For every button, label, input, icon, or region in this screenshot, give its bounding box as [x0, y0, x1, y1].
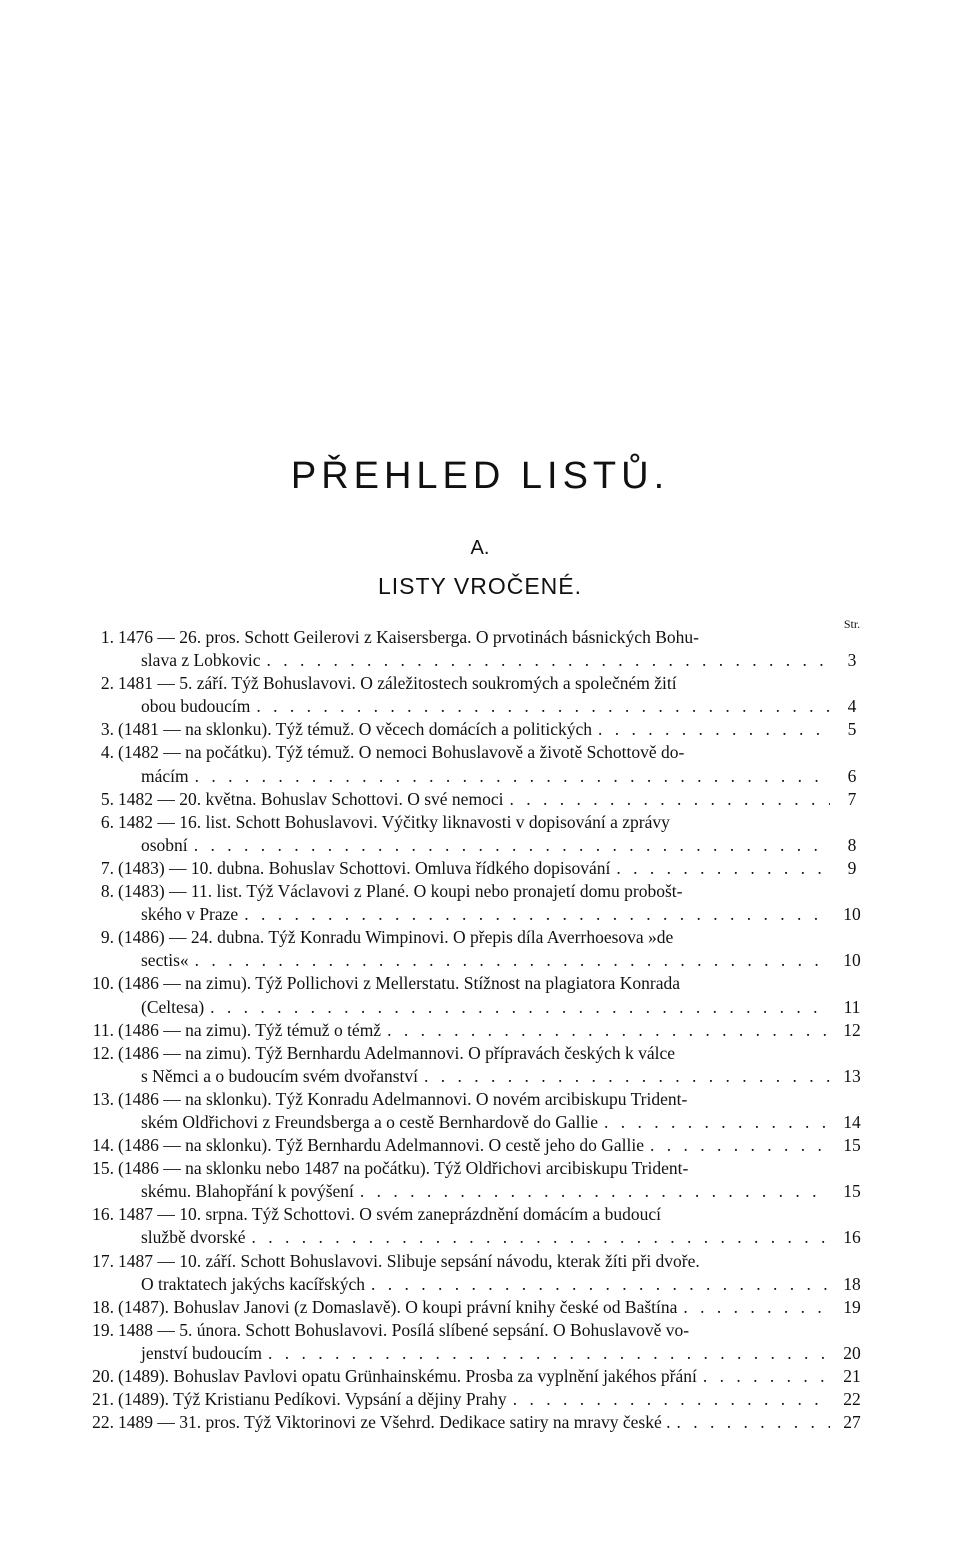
- page-number: 6: [847, 765, 857, 786]
- entry-text: (1486 — na sklonku). Týž Konradu Adelmannovi. O novém arcibiskupu Trident-: [118, 1088, 688, 1109]
- entry-text: 1482 — 20. května. Bohuslav Schottovi. O své nemoci: [118, 788, 504, 809]
- table-of-contents: [92, 626, 868, 1434]
- entry-text: (1486 — na zimu). Týž Pollichovi z Mellerstatu. Stížnost na plagiatora Konrada: [118, 973, 680, 994]
- toc-entry: [92, 1042, 868, 1088]
- entry-text: slava z Lobkovic: [141, 650, 261, 671]
- entry-text: osobní: [141, 834, 188, 855]
- page-number: 20: [843, 1342, 861, 1363]
- entry-text: O traktatech jakýchs kacířských: [141, 1273, 366, 1294]
- entry-text: (1481 — na sklonku). Týž témuž. O věcech domácích a politických: [118, 719, 592, 740]
- dot-leader: [210, 996, 830, 1019]
- entry-number: 21.: [92, 1389, 114, 1410]
- entry-number: 14.: [92, 1135, 114, 1156]
- entry-text: obou budoucím: [141, 696, 251, 717]
- entry-text: (1486 — na zimu). Týž Bernhardu Adelmannovi. O přípravách českých k válce: [118, 1042, 676, 1063]
- dot-leader: [195, 765, 830, 788]
- page-number: 27: [843, 1412, 861, 1433]
- dot-leader: [677, 1411, 831, 1434]
- entry-text: jenství budoucím: [141, 1342, 263, 1363]
- entry-number: 3.: [100, 719, 114, 740]
- dot-leader: [360, 1180, 830, 1203]
- toc-entry: [92, 1296, 868, 1319]
- toc-entry: [100, 880, 868, 926]
- page-number: 18: [843, 1273, 861, 1294]
- entry-text: sectis«: [141, 950, 189, 971]
- toc-entry: [100, 718, 868, 741]
- dot-leader: [371, 1273, 830, 1296]
- page-number: 9: [847, 857, 857, 878]
- page-number: 21: [843, 1366, 861, 1386]
- entry-number: 10.: [92, 973, 114, 994]
- entry-text: (1486) — 24. dubna. Týž Konradu Wimpinovi. O přepis díla Averrhoesova »de: [118, 927, 674, 948]
- entry-number: 22.: [92, 1412, 114, 1433]
- page-number: 15: [843, 1135, 861, 1156]
- entry-text: (1489). Týž Kristianu Pedíkovi. Vypsání a dějiny Prahy: [118, 1389, 507, 1410]
- dot-leader: [194, 834, 830, 857]
- toc-entry: [92, 1388, 868, 1411]
- entry-text: 1476 — 26. pros. Schott Geilerovi z Kaisersberga. O prvotinách básnických Bohu-: [118, 627, 699, 647]
- entry-text: (1483) — 10. dubna. Bohuslav Schottovi. Omluva řídkého dopisování: [118, 857, 611, 878]
- toc-entry: [92, 1134, 868, 1157]
- entry-text: (1483) — 11. list. Týž Václavovi z Plané. O koupi nebo pronajetí domu probošt-: [118, 881, 683, 902]
- entry-text: (1487). Bohuslav Janovi (z Domaslavě). O koupi právní knihy české od Baštína: [118, 1296, 678, 1317]
- entry-number: 15.: [92, 1158, 114, 1179]
- entry-number: 2.: [100, 673, 114, 694]
- page-number: 8: [847, 834, 857, 855]
- entry-text: 1488 — 5. února. Schott Bohuslavovi. Posílá slíbené sepsání. O Bohuslavově vo-: [118, 1319, 690, 1340]
- section-letter: A.: [470, 537, 490, 559]
- entry-number: 16.: [92, 1204, 114, 1225]
- page-number: 14: [843, 1111, 861, 1132]
- entry-number: 13.: [92, 1088, 114, 1109]
- dot-leader: [703, 1365, 830, 1388]
- toc-entry: [92, 1019, 868, 1042]
- page-number: 4: [847, 696, 857, 717]
- entry-text: 1481 — 5. září. Týž Bohuslavovi. O záležitostech soukromých a společném žití: [118, 673, 677, 694]
- page-column-label: Str.: [843, 617, 861, 631]
- entry-text: (1486 — na sklonku nebo 1487 na počátku). Týž Oldřichovi arcibiskupu Trident-: [118, 1158, 689, 1179]
- toc-entry: [100, 811, 868, 857]
- entry-number: 12.: [92, 1042, 114, 1063]
- dot-leader: [616, 857, 830, 880]
- dot-leader: [256, 695, 830, 718]
- entry-number: 9.: [100, 927, 114, 948]
- entry-text: (1486 — na sklonku). Týž Bernhardu Adelmannovi. O cestě jeho do Gallie: [118, 1135, 645, 1156]
- entry-text: 1489 — 31. pros. Týž Viktorinovi ze Všehrd. Dedikace satiry na mravy české .: [118, 1412, 671, 1433]
- toc-entry: [92, 972, 868, 1018]
- page-number: 13: [843, 1065, 861, 1086]
- entry-number: 8.: [100, 881, 114, 902]
- dot-leader: [513, 1388, 830, 1411]
- entry-number: 7.: [100, 857, 114, 878]
- page-number: 3: [847, 650, 857, 671]
- entry-text: 1487 — 10. září. Schott Bohuslavovi. Slibuje sepsání návodu, kterak žíti při dvoře.: [118, 1250, 700, 1271]
- entry-number: 11.: [92, 1019, 114, 1040]
- entry-text: (1489). Bohuslav Pavlovi opatu Grünhainskému. Prosba za vyplnění jakéhos přání: [118, 1366, 697, 1386]
- toc-entry: [92, 1319, 868, 1365]
- dot-leader: [683, 1296, 830, 1319]
- dot-leader: [252, 1226, 831, 1249]
- toc-entry: [92, 1250, 868, 1296]
- toc-entry: [92, 1365, 868, 1388]
- toc-entry: [100, 857, 868, 880]
- dot-leader: [195, 949, 830, 972]
- entry-number: 17.: [92, 1250, 114, 1271]
- dot-leader: [650, 1134, 830, 1157]
- page-number: 10: [843, 950, 861, 971]
- entry-text: mácím: [141, 765, 189, 786]
- page-number: 12: [843, 1019, 861, 1040]
- entry-text: ského v Praze: [141, 904, 239, 925]
- page-number: 7: [847, 788, 857, 809]
- toc-entry: [92, 1088, 868, 1134]
- section-title: LISTY VROČENÉ.: [377, 573, 583, 599]
- page-heading: PŘEHLED LISTŮ.: [290, 455, 670, 497]
- page-number: 11: [843, 996, 861, 1017]
- dot-leader: [244, 903, 830, 926]
- dot-leader: [267, 649, 830, 672]
- entry-text: 1482 — 16. list. Schott Bohuslavovi. Výčitky liknavosti v dopisování a zprávy: [118, 811, 670, 832]
- page-number: 5: [847, 719, 857, 740]
- toc-entry: [100, 926, 868, 972]
- entry-text: skému. Blahopřání k povýšení: [141, 1181, 354, 1202]
- entry-number: 1.: [100, 627, 114, 647]
- dot-leader: [387, 1019, 830, 1042]
- page-number: 16: [843, 1227, 861, 1248]
- entry-text: službě dvorské: [141, 1227, 246, 1248]
- toc-entry: [100, 672, 868, 718]
- dot-leader: [424, 1065, 830, 1088]
- entry-text: (1482 — na počátku). Týž témuž. O nemoci Bohuslavově a životě Schottově do-: [118, 742, 685, 763]
- toc-entry: [92, 1157, 868, 1203]
- entry-text: 1487 — 10. srpna. Týž Schottovi. O svém zaneprázdnění domácím a budoucí: [118, 1204, 662, 1225]
- toc-entry: [100, 626, 868, 672]
- entry-number: 18.: [92, 1296, 114, 1317]
- toc-entry: [100, 788, 868, 811]
- entry-text: s Němci a o budoucím svém dvořanství: [141, 1065, 419, 1086]
- page-number: 19: [843, 1296, 861, 1317]
- dot-leader: [268, 1342, 830, 1365]
- entry-text: (Celtesa): [141, 996, 205, 1017]
- entry-text: (1486 — na zimu). Týž témuž o témž: [118, 1019, 382, 1040]
- toc-entry: [100, 741, 868, 787]
- page-number: 22: [843, 1389, 861, 1410]
- entry-text: ském Oldřichovi z Freundsberga a o cestě Bernhardově do Gallie: [141, 1111, 598, 1132]
- page-number: 10: [843, 904, 861, 925]
- dot-leader: [604, 1111, 830, 1134]
- entry-number: 20.: [92, 1366, 114, 1386]
- entry-number: 4.: [100, 742, 114, 763]
- dot-leader: [509, 788, 830, 811]
- entry-number: 5.: [100, 788, 114, 809]
- entry-number: 6.: [100, 811, 114, 832]
- dot-leader: [598, 718, 830, 741]
- entry-number: 19.: [92, 1319, 114, 1340]
- toc-entry: [92, 1203, 868, 1249]
- toc-entry: [92, 1411, 868, 1434]
- page-number: 15: [843, 1181, 861, 1202]
